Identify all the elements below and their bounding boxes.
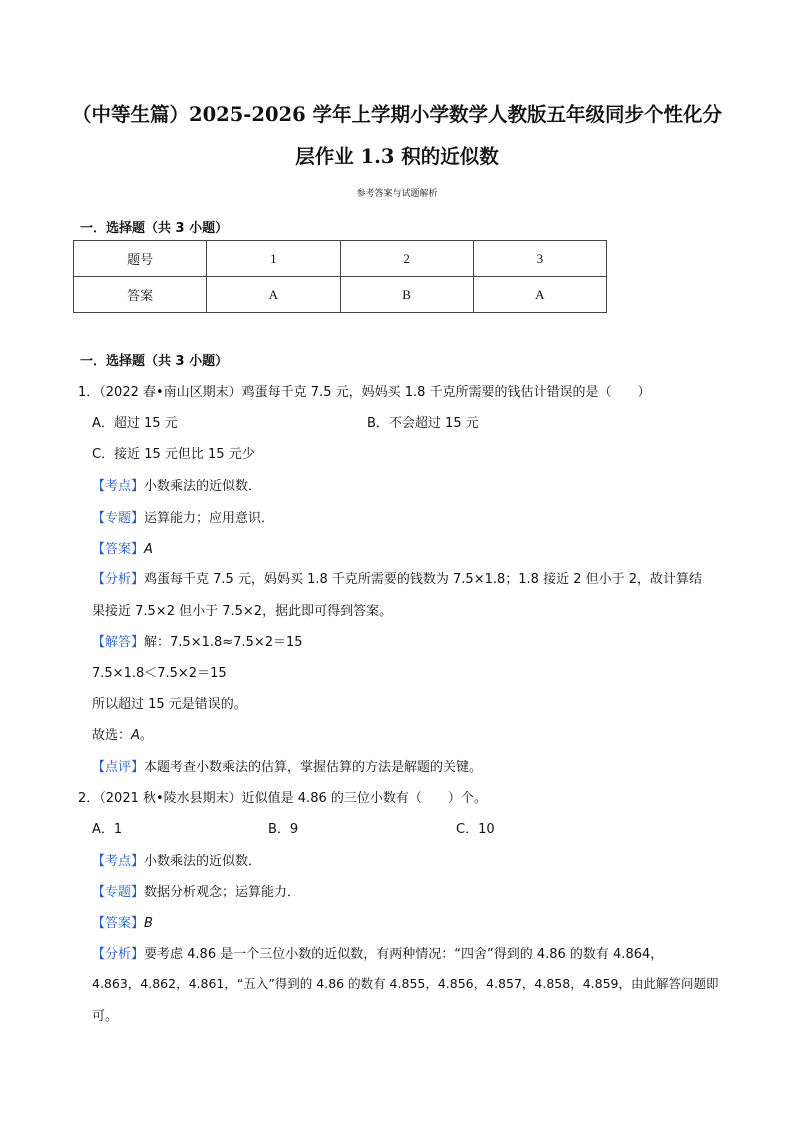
row-label-number: 题号: [74, 241, 207, 277]
dianping-text: 本题考查小数乘法的估算，掌握估算的方法是解题的关键。: [144, 760, 483, 775]
q2-daan: [92, 912, 153, 931]
kaodian-tag: 【考点】: [92, 479, 145, 494]
answer-cell: A: [473, 277, 606, 313]
q2-option-a: A．1: [92, 822, 123, 837]
question-number-cell: 1: [207, 241, 340, 277]
q1-jieda-line1: [92, 631, 303, 650]
q2-zhuanti: [92, 881, 300, 900]
daan-tag: 【答案】: [92, 916, 145, 931]
daan-text: B: [144, 916, 153, 931]
q2-kaodian: [92, 850, 261, 869]
jieda-text: 解：7.5×1.8≈7.5×2＝15: [144, 635, 303, 650]
q1-dianping: [92, 756, 482, 775]
question-number-cell: 3: [473, 241, 606, 277]
jieda-choice-suffix: 。: [139, 728, 153, 743]
q2-option-b: B．9: [268, 822, 299, 837]
q1-fenxi-line2: 果接近 7.5×2 但小于 7.5×2，据此即可得到答案。: [92, 604, 393, 619]
kaodian-text: 小数乘法的近似数．: [144, 854, 262, 869]
q2-option-c: C．10: [456, 822, 495, 837]
jieda-tag: 【解答】: [92, 635, 145, 650]
fenxi-text: 要考虑 4.86 是一个三位小数的近似数，有两种情况：“四舍”得到的 4.86 的数有 4.864，: [144, 947, 664, 962]
q2-fenxi-line3: 可。: [92, 1009, 119, 1024]
fenxi-text: 鸡蛋每千克 7.5 元，妈妈买 1.8 千克所需要的钱数为 7.5×1.8；1.8 接近 2 但小于 2，故计算结: [144, 572, 703, 587]
q2-fenxi-line2: 4.863，4.862，4.861，“五入”得到的 4.86 的数有 4.855，4.856，4.857，4.858，4.859，由此解答问题即: [92, 976, 719, 991]
answer-cell: A: [207, 277, 340, 313]
fenxi-tag: 【分析】: [92, 572, 145, 587]
kaodian-text: 小数乘法的近似数．: [144, 479, 262, 494]
dianping-tag: 【点评】: [92, 760, 145, 775]
answer-section-heading: 一．选择题（共 3 小题）: [80, 221, 229, 236]
question-1-stem: 1．（2022 春•南山区期末）鸡蛋每千克 7.5 元，妈妈买 1.8 千克所需要的钱估计错误的是（ ）: [78, 385, 651, 400]
answer-table: [73, 240, 607, 313]
answer-table-number-row: [74, 241, 607, 277]
q1-jieda-line4: [92, 724, 153, 743]
q1-jieda-line3: 所以超过 15 元是错误的。: [92, 697, 247, 712]
daan-tag: 【答案】: [92, 542, 145, 557]
row-label-answer: 答案: [74, 277, 207, 313]
q1-fenxi-line1: [92, 568, 702, 587]
answer-table-answer-row: [74, 277, 607, 313]
q1-zhuanti: [92, 507, 274, 526]
jieda-choice-prefix: 故选：: [92, 728, 132, 743]
jieda-choice-answer: A: [131, 728, 140, 743]
daan-text: A: [144, 542, 153, 557]
q1-daan: [92, 538, 153, 557]
q1-option-b: B．不会超过 15 元: [367, 416, 479, 431]
detail-section-heading: 一．选择题（共 3 小题）: [80, 354, 229, 369]
zhuanti-tag: 【专题】: [92, 511, 145, 526]
zhuanti-text: 运算能力；应用意识．: [144, 511, 275, 526]
kaodian-tag: 【考点】: [92, 854, 145, 869]
zhuanti-text: 数据分析观念；运算能力．: [144, 885, 301, 900]
q2-fenxi-line1: [92, 943, 663, 962]
question-2-stem: 2．（2021 秋•陵水县期末）近似值是 4.86 的三位小数有（ ）个。: [78, 791, 487, 806]
q1-kaodian: [92, 475, 261, 494]
document-subtitle: 参考答案与试题解析: [356, 189, 438, 199]
answer-cell: B: [340, 277, 473, 313]
document-title-line1: （中等生篇）2025-2026 学年上学期小学数学人教版五年级同步个性化分: [72, 103, 722, 126]
question-number-cell: 2: [340, 241, 473, 277]
q1-option-c: C．接近 15 元但比 15 元少: [92, 447, 255, 462]
q1-jieda-line2: 7.5×1.8＜7.5×2＝15: [92, 666, 227, 681]
q1-option-a: A．超过 15 元: [92, 416, 178, 431]
document-title-line2: 层作业 1.3 积的近似数: [295, 145, 499, 168]
zhuanti-tag: 【专题】: [92, 885, 145, 900]
fenxi-tag: 【分析】: [92, 947, 145, 962]
